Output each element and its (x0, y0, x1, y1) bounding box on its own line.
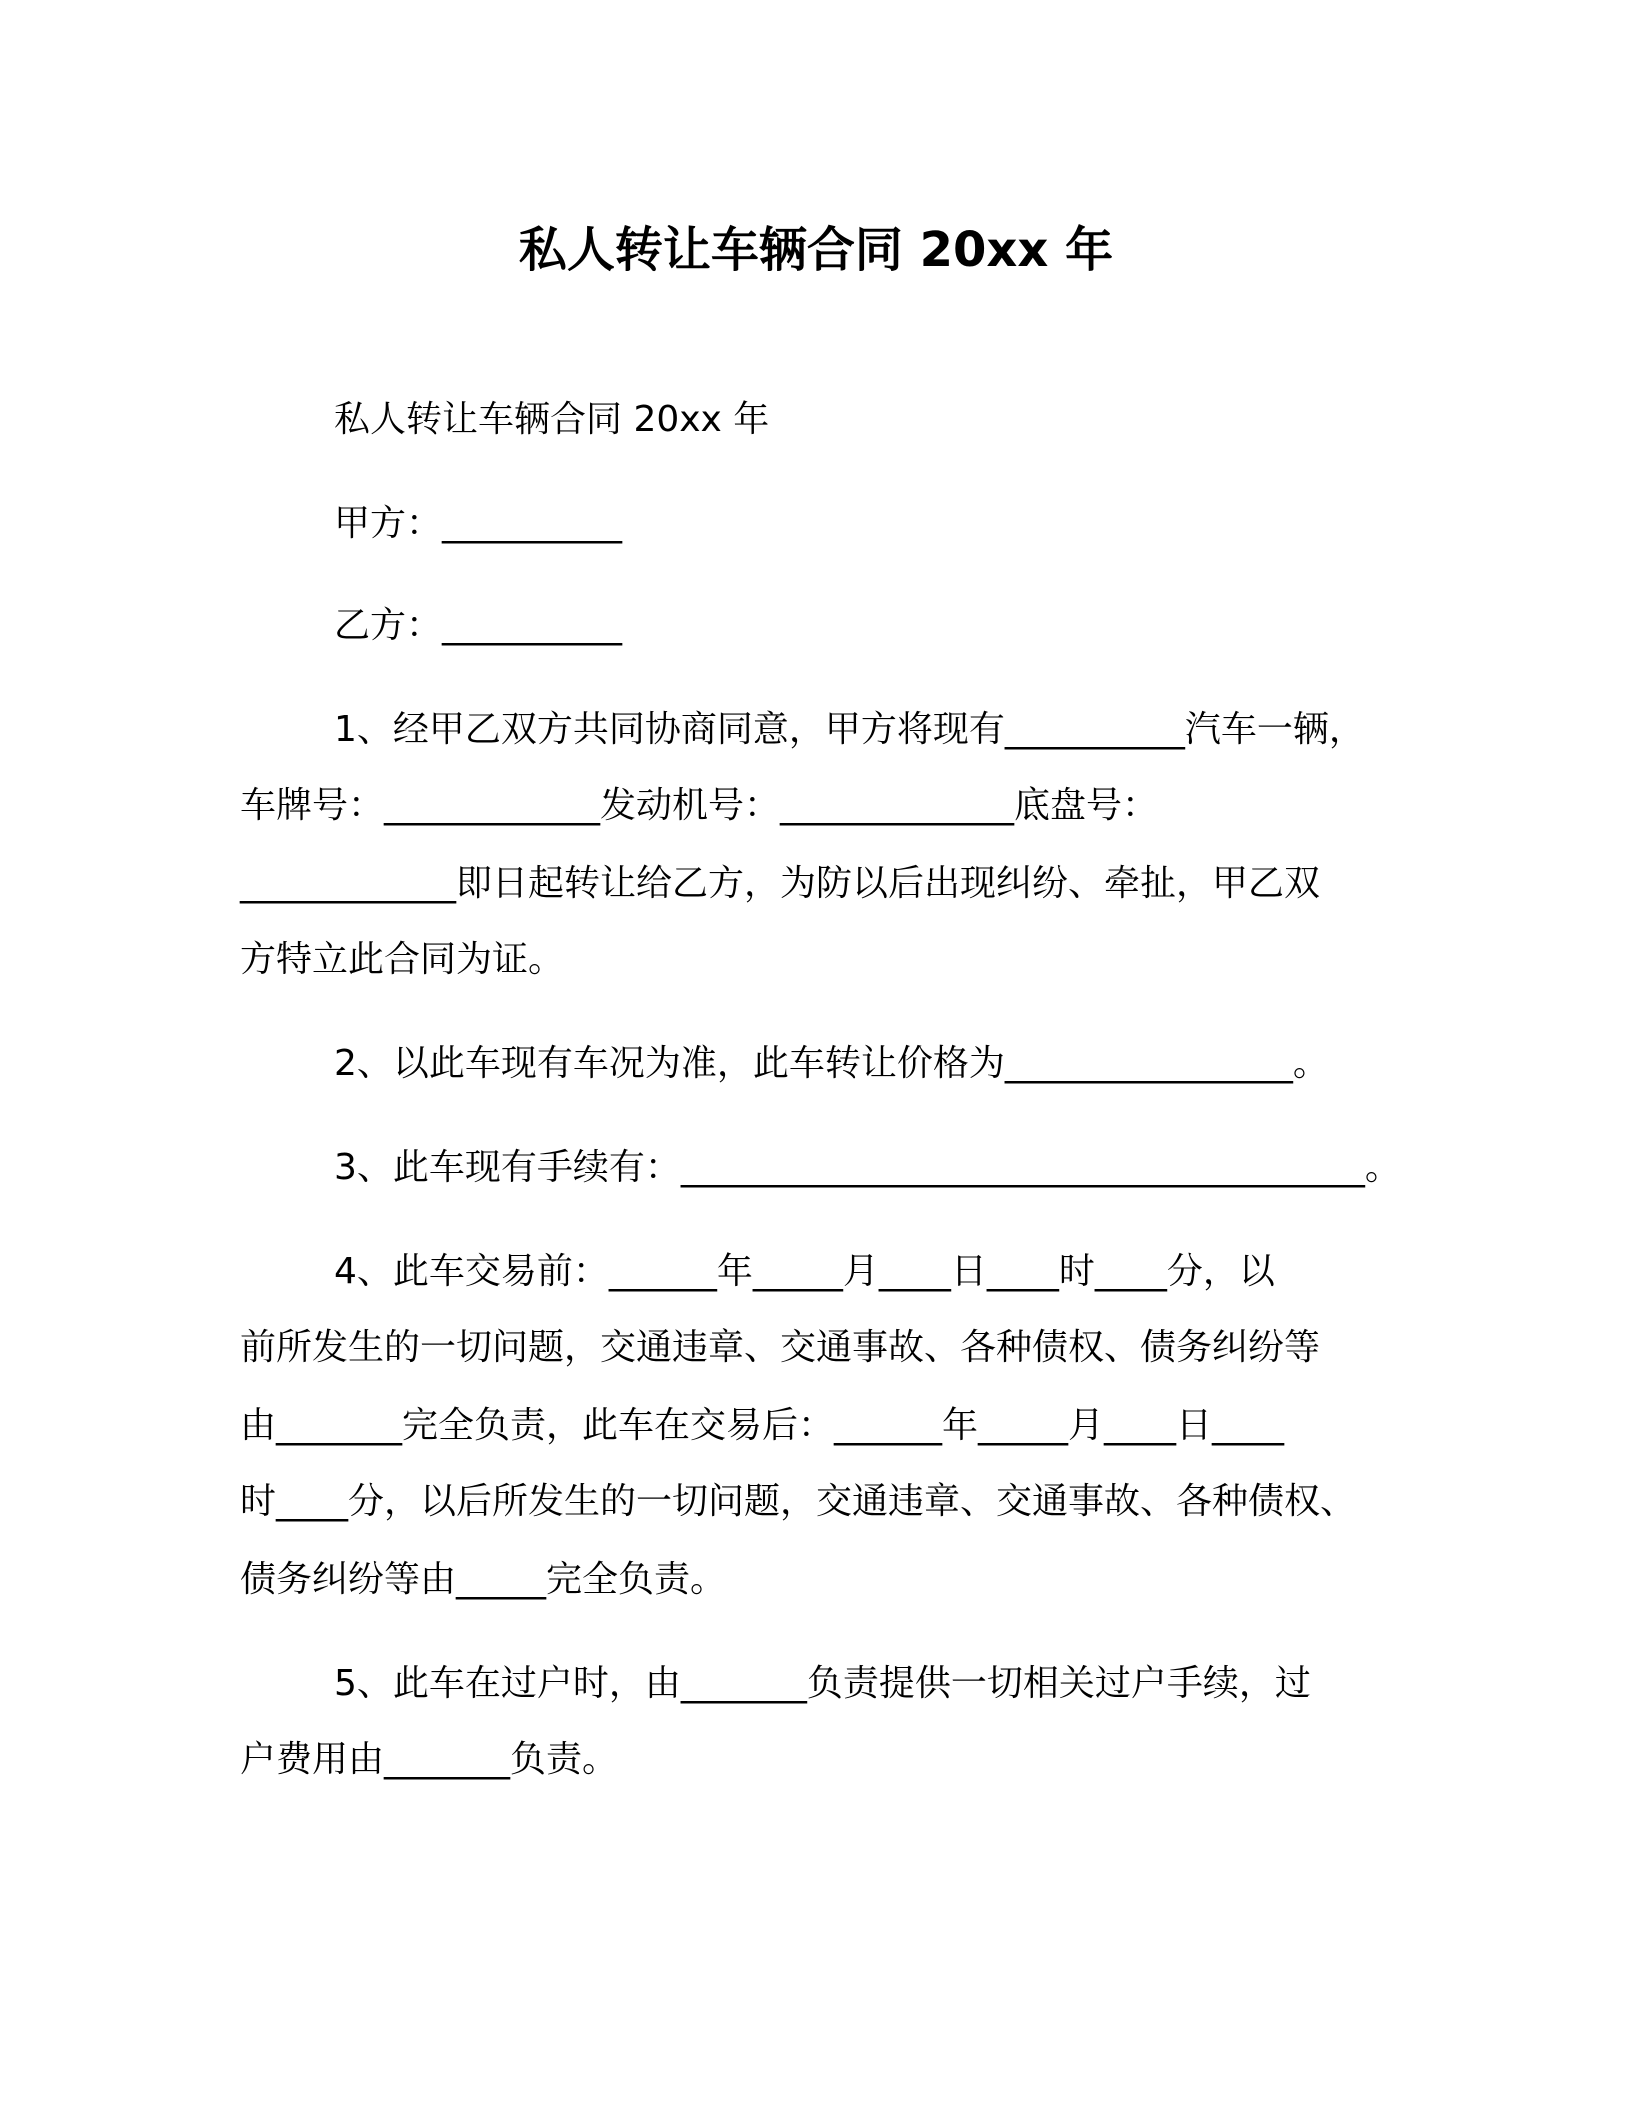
clause-3-line: 3、此车现有手续有：______________________________________。 (334, 1147, 1401, 1188)
document-title: 私人转让车辆合同 20xx 年 (518, 222, 1114, 278)
clause-4-line-3: 由_______完全负责，此车在交易后：______年_____月____日____ (240, 1405, 1285, 1446)
clause-2-line: 2、以此车现有车况为准，此车转让价格为________________。 (334, 1043, 1329, 1084)
clause-1-line-2: 车牌号：____________发动机号：_____________底盘号： (240, 785, 1159, 826)
party-a-line: 甲方：__________ (334, 503, 623, 544)
clause-4-line-4: 时____分，以后所发生的一切问题，交通违章、交通事故、各种债权、 (240, 1481, 1357, 1522)
party-b-line: 乙方：__________ (334, 605, 623, 646)
clause-4-line-1: 4、此车交易前：______年_____月____日____时____分，以 (334, 1251, 1275, 1292)
clause-4-line-2: 前所发生的一切问题，交通违章、交通事故、各种债权、债务纠纷等 (240, 1327, 1321, 1368)
clause-1-line-3: ____________即日起转让给乙方，为防以后出现纠纷、牵扯，甲乙双 (240, 863, 1321, 904)
document-subtitle: 私人转让车辆合同 20xx 年 (334, 399, 770, 440)
clause-1-line-1: 1、经甲乙双方共同协商同意，甲方将现有__________汽车一辆， (334, 709, 1365, 750)
clause-1-line-4: 方特立此合同为证。 (240, 939, 565, 980)
clause-4-line-5: 债务纠纷等由_____完全负责。 (240, 1559, 727, 1600)
clause-5-line-2: 户费用由_______负责。 (240, 1739, 619, 1780)
clause-5-line-1: 5、此车在过户时，由_______负责提供一切相关过户手续，过 (334, 1663, 1311, 1704)
